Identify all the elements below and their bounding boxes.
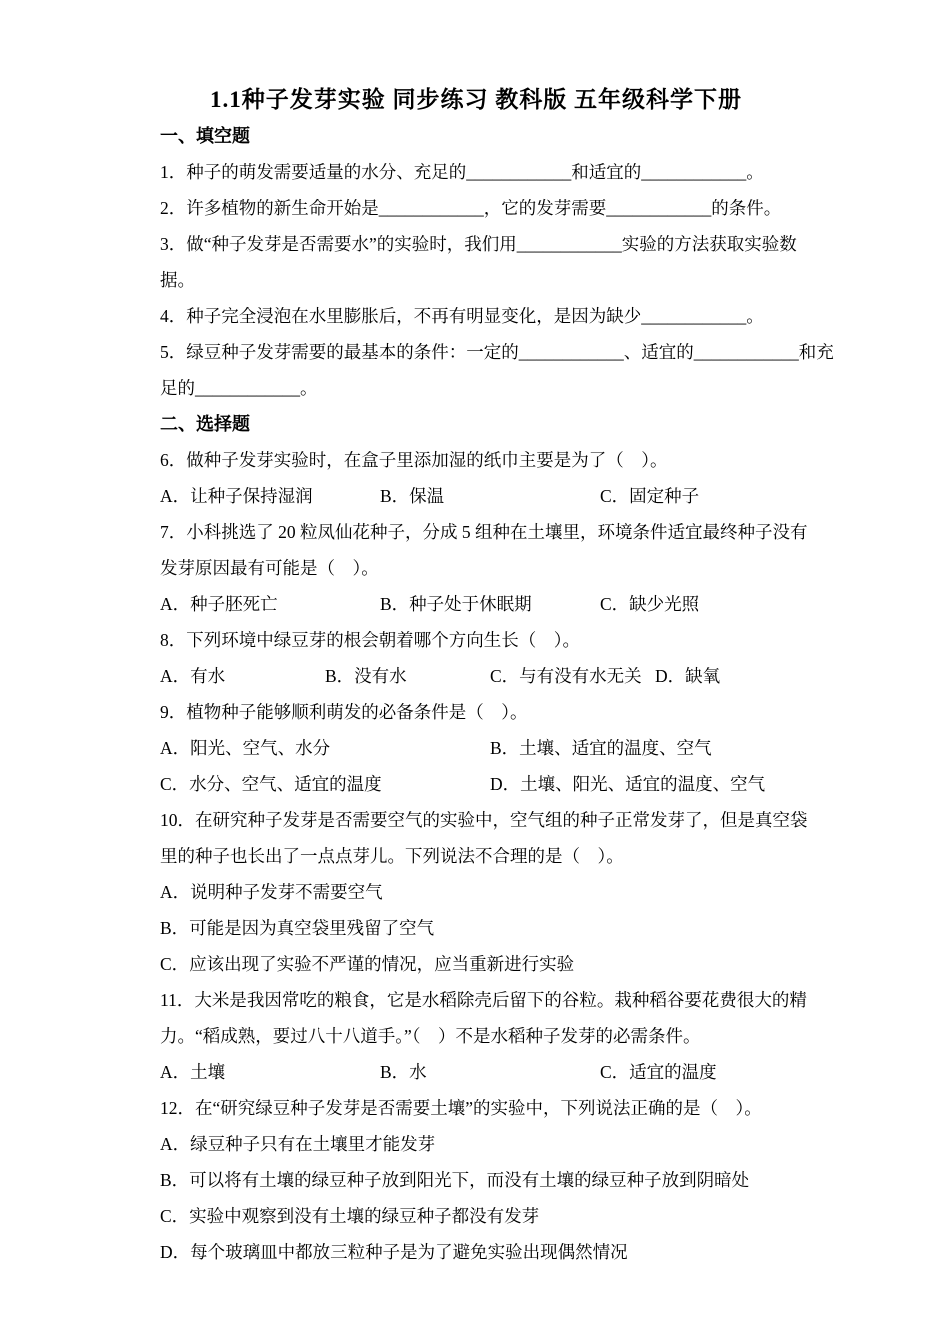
question-12-option-b: B．可以将有土壤的绿豆种子放到阳光下，而没有土壤的绿豆种子放到阴暗处 bbox=[160, 1170, 750, 1190]
question-9-options-row-1 bbox=[160, 730, 792, 766]
question-6-text: 6．做种子发芽实验时，在盒子里添加湿的纸巾主要是为了（ ）。 bbox=[160, 450, 668, 470]
question-1-text: 1．种子的萌发需要适量的水分、充足的____________和适宜的____________。 bbox=[160, 162, 764, 182]
question-12-option-a: A．绿豆种子只有在土壤里才能发芽 bbox=[160, 1134, 436, 1154]
question-8-option-a: A．有水 bbox=[160, 666, 226, 686]
question-11-option-b: B．水 bbox=[380, 1062, 427, 1082]
question-6-options-row bbox=[160, 478, 792, 514]
question-12-text: 12．在“研究绿豆种子发芽是否需要土壤”的实验中，下列说法正确的是（ ）。 bbox=[160, 1098, 762, 1118]
question-7-option-b: B．种子处于休眠期 bbox=[380, 594, 532, 614]
question-5-text: 5．绿豆种子发芽需要的最基本的条件：一定的____________、适宜的____________和充 bbox=[160, 342, 834, 362]
question-7-options-row bbox=[160, 586, 792, 622]
question-10-continuation: 里的种子也长出了一点点芽儿。下列说法不合理的是（ ）。 bbox=[160, 846, 624, 866]
question-8-option-c: C．与有没有水无关 bbox=[490, 666, 642, 686]
worksheet-content bbox=[160, 82, 834, 1270]
question-12-option-c: C．实验中观察到没有土壤的绿豆种子都没有发芽 bbox=[160, 1206, 540, 1226]
question-6-option-c: C．固定种子 bbox=[600, 486, 700, 506]
question-3-continuation: 据。 bbox=[160, 270, 195, 290]
question-11-options-row bbox=[160, 1054, 792, 1090]
section-heading-fill-in: 一、填空题 bbox=[160, 126, 250, 146]
question-11-text: 11．大米是我因常吃的粮食，它是水稻除壳后留下的谷粒。栽种稻谷要花费很大的精 bbox=[160, 990, 807, 1010]
question-8-option-b: B．没有水 bbox=[325, 666, 407, 686]
question-4-text: 4．种子完全浸泡在水里膨胀后，不再有明显变化，是因为缺少____________。 bbox=[160, 306, 764, 326]
question-10-option-a: A．说明种子发芽不需要空气 bbox=[160, 882, 383, 902]
section-heading-multiple-choice: 二、选择题 bbox=[160, 414, 250, 434]
question-7-continuation: 发芽原因最有可能是（ ）。 bbox=[160, 558, 379, 578]
question-7-text: 7．小科挑选了 20 粒凤仙花种子，分成 5 组种在土壤里，环境条件适宜最终种子没有 bbox=[160, 522, 808, 542]
question-9-option-b: B．土壤、适宜的温度、空气 bbox=[490, 738, 712, 758]
question-10-text: 10．在研究种子发芽是否需要空气的实验中，空气组的种子正常发芽了，但是真空袋 bbox=[160, 810, 808, 830]
page-title: 1.1种子发芽实验 同步练习 教科版 五年级科学下册 bbox=[210, 87, 742, 112]
question-3-text: 3．做“种子发芽是否需要水”的实验时，我们用____________实验的方法获取实验数 bbox=[160, 234, 797, 254]
question-10-option-c: C．应该出现了实验不严谨的情况，应当重新进行实验 bbox=[160, 954, 575, 974]
question-11-option-c: C．适宜的温度 bbox=[600, 1062, 717, 1082]
question-7-option-c: C．缺少光照 bbox=[600, 594, 700, 614]
question-8-text: 8．下列环境中绿豆芽的根会朝着哪个方向生长（ ）。 bbox=[160, 630, 580, 650]
question-9-options-row-2 bbox=[160, 766, 792, 802]
question-8-option-d: D．缺氧 bbox=[655, 666, 721, 686]
question-10-option-b: B．可能是因为真空袋里残留了空气 bbox=[160, 918, 435, 938]
question-11-continuation: 力。“稻成熟，要过八十八道手。”（ ）不是水稻种子发芽的必需条件。 bbox=[160, 1026, 701, 1046]
question-2-text: 2．许多植物的新生命开始是____________，它的发芽需要____________的条件。 bbox=[160, 198, 782, 218]
question-9-option-d: D．土壤、阳光、适宜的温度、空气 bbox=[490, 774, 766, 794]
question-7-option-a: A．种子胚死亡 bbox=[160, 594, 278, 614]
question-9-option-c: C．水分、空气、适宜的温度 bbox=[160, 774, 382, 794]
question-6-option-b: B．保温 bbox=[380, 486, 445, 506]
question-5-continuation: 足的____________。 bbox=[160, 378, 318, 398]
question-8-options-row bbox=[160, 658, 792, 694]
question-9-text: 9．植物种子能够顺利萌发的必备条件是（ ）。 bbox=[160, 702, 528, 722]
question-11-option-a: A．土壤 bbox=[160, 1062, 226, 1082]
question-6-option-a: A．让种子保持湿润 bbox=[160, 486, 313, 506]
question-12-option-d: D．每个玻璃皿中都放三粒种子是为了避免实验出现偶然情况 bbox=[160, 1242, 628, 1262]
question-9-option-a: A．阳光、空气、水分 bbox=[160, 738, 331, 758]
